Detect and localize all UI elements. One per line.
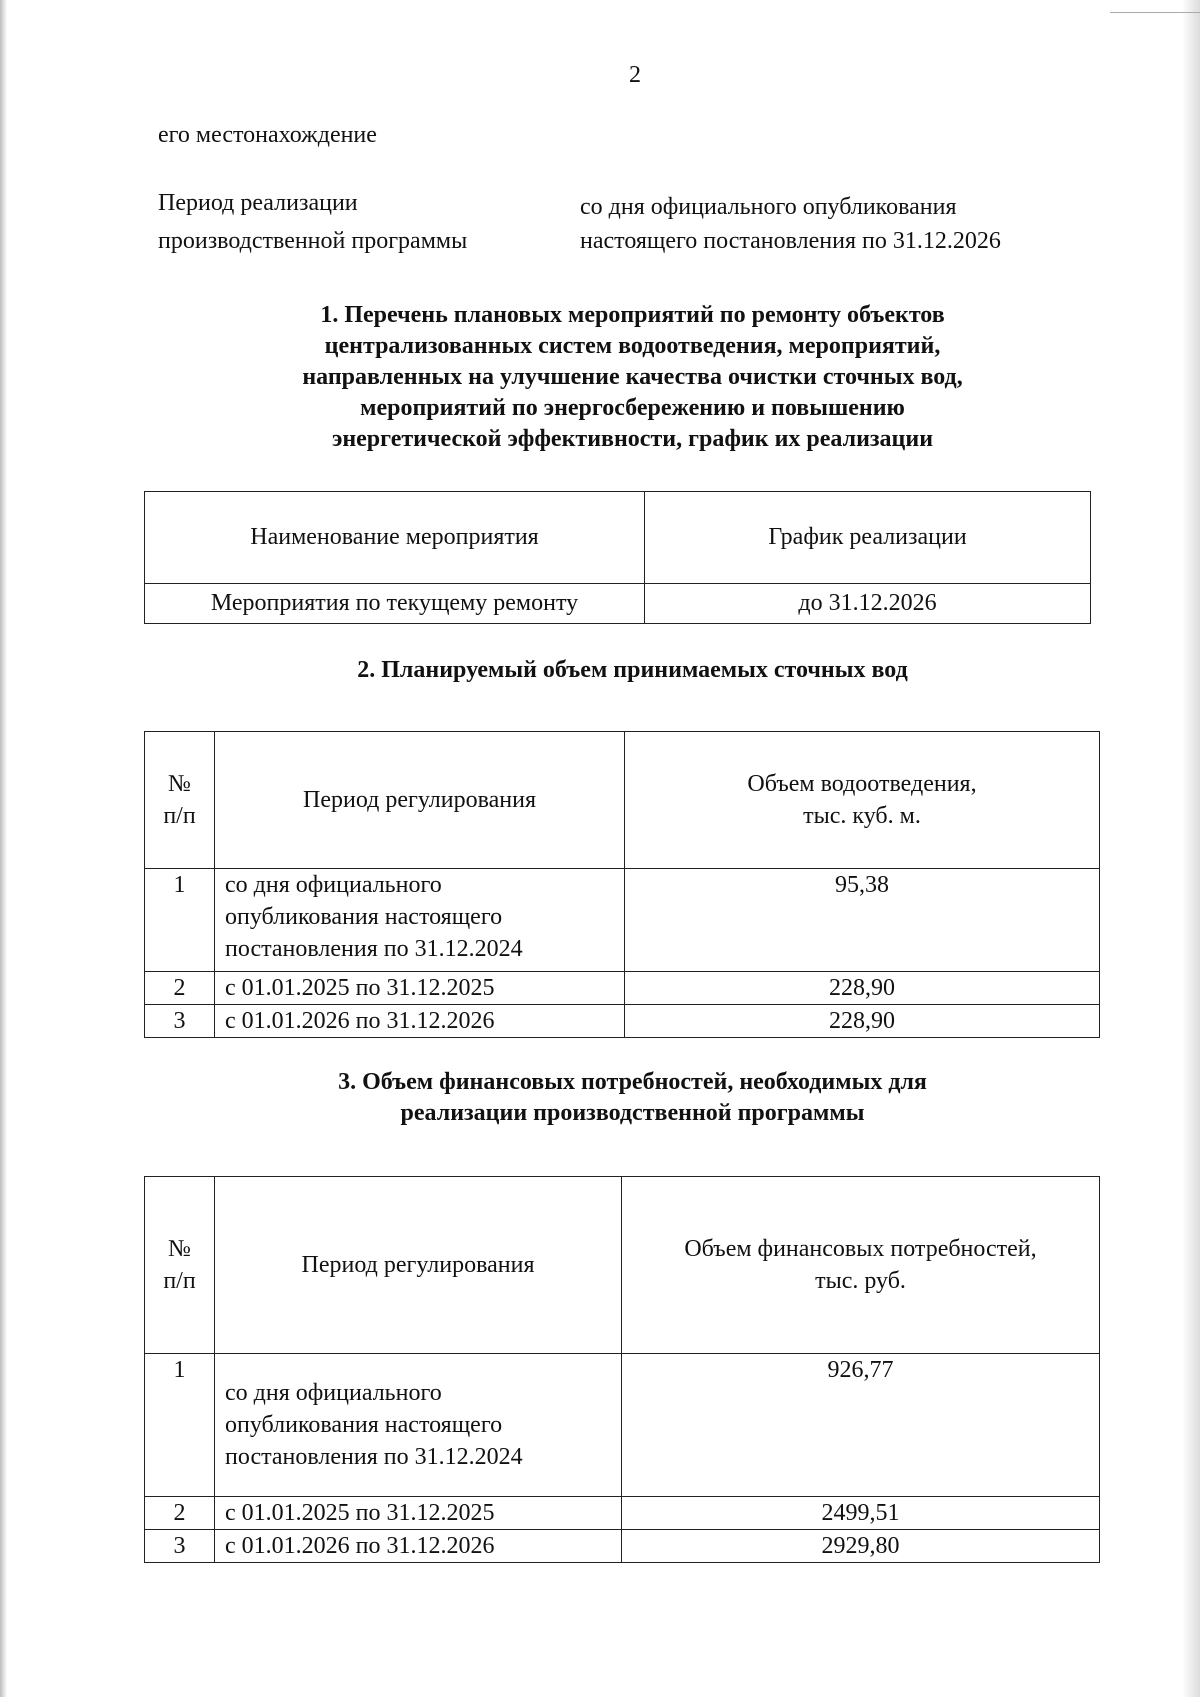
schedule-cell: до 31.12.2026 <box>645 584 1091 624</box>
row-period-cell <box>215 869 625 972</box>
header-schedule: График реализации <box>645 492 1091 584</box>
period-label-line2: производственной программы <box>158 228 468 254</box>
section3-title-line: 3. Объем финансовых потребностей, необходимых для <box>338 1069 927 1095</box>
header-period: Период регулирования <box>215 1177 622 1354</box>
section2-title: 2. Планируемый объем принимаемых сточных вод <box>357 657 908 683</box>
row-value-cell: 95,38 <box>625 869 1100 972</box>
header-activity-name: Наименование мероприятия <box>145 492 645 584</box>
row-period-line: постановления по 31.12.2024 <box>225 936 523 962</box>
row-period-cell: с 01.01.2025 по 31.12.2025 <box>215 972 625 1005</box>
header-volume-line: тыс. куб. м. <box>803 803 921 829</box>
header-continuation: его местонахождение <box>158 122 377 148</box>
section1-title <box>0 300 1200 455</box>
row-number-cell: 2 <box>145 1497 215 1530</box>
row-number-cell: 3 <box>145 1530 215 1563</box>
section1-title-line: направленных на улучшение качества очистки сточных вод, <box>302 364 963 390</box>
activities-table <box>144 491 1091 624</box>
header-amount-line: тыс. руб. <box>815 1268 906 1294</box>
row-value-cell: 2499,51 <box>622 1497 1100 1530</box>
header-volume <box>625 732 1100 869</box>
section1-title-line: энергетической эффективности, график их реализации <box>331 426 934 452</box>
table-header-row <box>145 732 1100 869</box>
period-label-line1: Период реализации <box>158 190 358 216</box>
table-row <box>145 972 1100 1005</box>
table-header-row <box>145 492 1091 584</box>
row-period-cell: с 01.01.2026 по 31.12.2026 <box>215 1005 625 1038</box>
header-amount-line: Объем финансовых потребностей, <box>684 1236 1037 1262</box>
row-value-cell: 228,90 <box>625 1005 1100 1038</box>
period-value-line2: настоящего постановления по 31.12.2026 <box>580 228 1001 254</box>
row-period-cell: с 01.01.2025 по 31.12.2025 <box>215 1497 622 1530</box>
row-number-cell: 1 <box>145 1354 215 1497</box>
page-number: 2 <box>629 62 641 88</box>
row-period-line: постановления по 31.12.2024 <box>225 1444 523 1470</box>
table-row <box>145 1005 1100 1038</box>
section3-title <box>0 1067 1200 1129</box>
financial-needs-table <box>144 1176 1100 1563</box>
row-period-line: опубликования настоящего <box>225 904 503 930</box>
table-row <box>145 584 1091 624</box>
section1-title-line: централизованных систем водоотведения, мероприятий, <box>324 333 941 359</box>
activity-name-cell: Мероприятия по текущему ремонту <box>145 584 645 624</box>
header-number-line: п/п <box>163 803 196 829</box>
section3-title-line: реализации производственной программы <box>400 1100 865 1126</box>
scan-edge-right <box>1182 0 1200 1697</box>
period-value-line1: со дня официального опубликования <box>580 194 957 220</box>
table-row <box>145 1354 1100 1497</box>
row-number-cell: 3 <box>145 1005 215 1038</box>
header-number-line: п/п <box>163 1268 196 1294</box>
header-period: Период регулирования <box>215 732 625 869</box>
wastewater-volume-table <box>144 731 1100 1038</box>
row-number-cell: 1 <box>145 869 215 972</box>
row-value-cell: 228,90 <box>625 972 1100 1005</box>
row-period-cell: с 01.01.2026 по 31.12.2026 <box>215 1530 622 1563</box>
table-header-row <box>145 1177 1100 1354</box>
header-number <box>145 732 215 869</box>
header-number <box>145 1177 215 1354</box>
row-number-cell: 2 <box>145 972 215 1005</box>
header-volume-line: Объем водоотведения, <box>747 771 977 797</box>
section1-title-line: мероприятий по энергосбережению и повышению <box>360 395 905 421</box>
row-value-cell: 2929,80 <box>622 1530 1100 1563</box>
header-number-line: № <box>168 1236 191 1262</box>
row-period-line: опубликования настоящего <box>225 1412 503 1438</box>
row-period-line: со дня официального <box>225 872 442 898</box>
section1-title-line: 1. Перечень плановых мероприятий по ремонту объектов <box>320 302 945 328</box>
row-value-cell: 926,77 <box>622 1354 1100 1497</box>
scan-corner-mark <box>1110 0 1200 13</box>
table-row <box>145 869 1100 972</box>
table-row <box>145 1530 1100 1563</box>
header-number-line: № <box>168 771 191 797</box>
row-period-line: со дня официального <box>225 1380 442 1406</box>
table-row <box>145 1497 1100 1530</box>
row-period-cell <box>215 1354 622 1497</box>
scan-edge-left <box>0 0 7 1697</box>
header-amount <box>622 1177 1100 1354</box>
